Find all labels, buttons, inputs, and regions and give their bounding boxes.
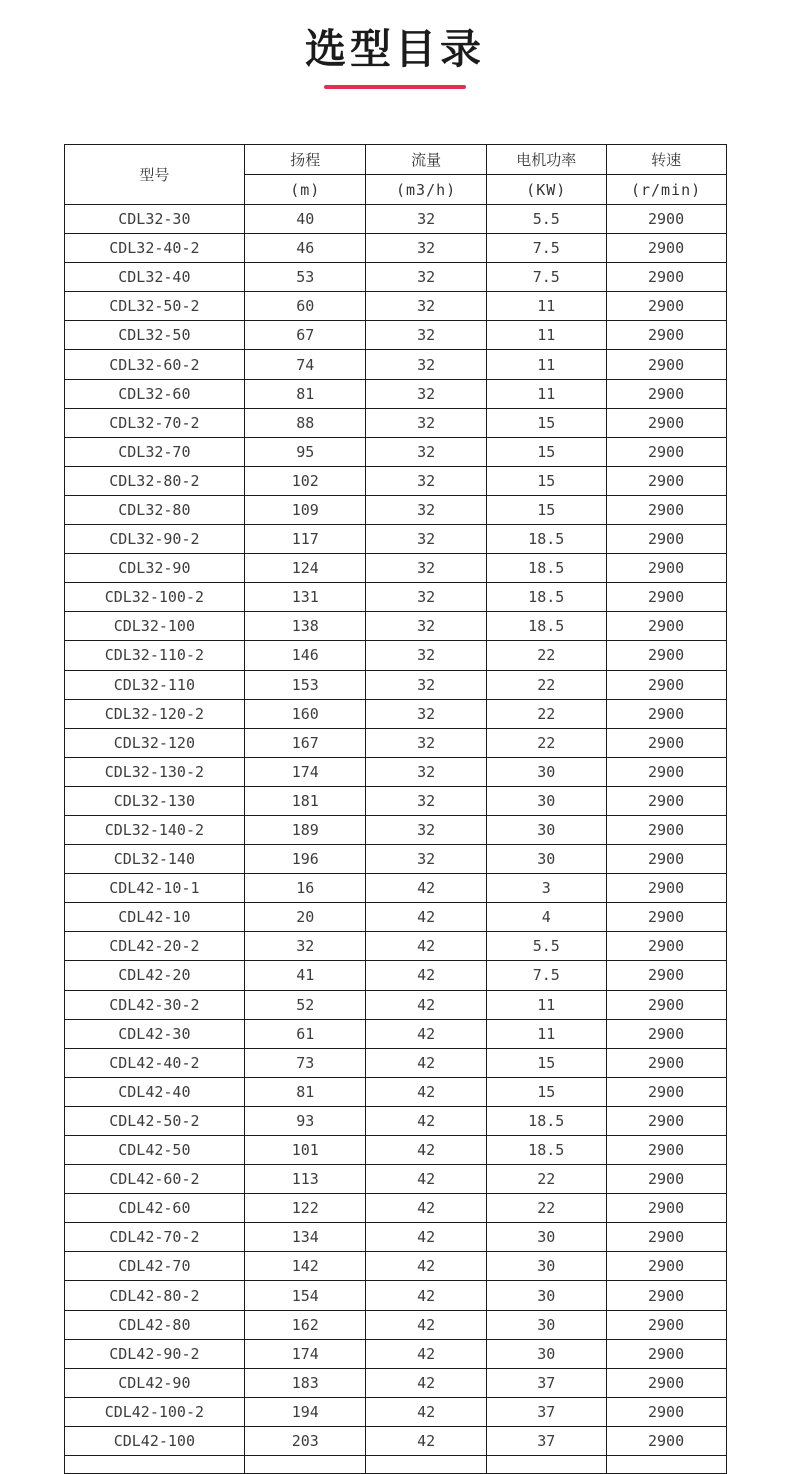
cell-power: 7.5 [486, 961, 606, 990]
cell-flow: 32 [366, 321, 486, 350]
cell-power: 15 [486, 495, 606, 524]
cell-model: CDL42-80-2 [64, 1281, 245, 1310]
cell-flow: 32 [366, 525, 486, 554]
cell-model: CDL32-120 [64, 728, 245, 757]
cell-power: 11 [486, 292, 606, 321]
cell-model: CDL32-80-2 [64, 466, 245, 495]
cell-head: 131 [245, 583, 366, 612]
column-header-speed: 转速 [606, 145, 726, 175]
table-row [64, 321, 726, 350]
cell-model: CDL42-70 [64, 1252, 245, 1281]
cell-model: CDL42-100-2 [64, 1397, 245, 1426]
table-row [64, 1223, 726, 1252]
cell-speed: 2900 [606, 554, 726, 583]
table-row [64, 1019, 726, 1048]
cell-head: 93 [245, 1106, 366, 1135]
cell-speed: 2900 [606, 670, 726, 699]
cell-speed: 2900 [606, 1310, 726, 1339]
cell-model: CDL32-60 [64, 379, 245, 408]
table-row [64, 1397, 726, 1426]
cell-speed: 2900 [606, 263, 726, 292]
cell-power: 7.5 [486, 263, 606, 292]
cell-speed: 2900 [606, 525, 726, 554]
cell-head: 113 [245, 1165, 366, 1194]
cell-speed: 2900 [606, 1048, 726, 1077]
table-row [64, 786, 726, 815]
cell-flow: 32 [366, 815, 486, 844]
cell-model: CDL42-90 [64, 1368, 245, 1397]
cell-speed: 2900 [606, 408, 726, 437]
cell-model: CDL32-90-2 [64, 525, 245, 554]
cell-flow: 42 [366, 1310, 486, 1339]
cell-power: 4 [486, 903, 606, 932]
cell-head: 134 [245, 1223, 366, 1252]
table-row [64, 234, 726, 263]
cell-speed: 2900 [606, 495, 726, 524]
cell-speed: 2900 [606, 379, 726, 408]
cell-flow: 32 [366, 670, 486, 699]
cell-head: 74 [245, 350, 366, 379]
cell-head: 117 [245, 525, 366, 554]
cell-power: 22 [486, 641, 606, 670]
cell-speed: 2900 [606, 932, 726, 961]
cell-power: 30 [486, 1339, 606, 1368]
cell-speed: 2900 [606, 205, 726, 234]
cell-flow: 42 [366, 1106, 486, 1135]
table-row [64, 961, 726, 990]
cell-flow: 32 [366, 408, 486, 437]
cell-flow: 32 [366, 757, 486, 786]
cell-head: 46 [245, 234, 366, 263]
cell-head: 67 [245, 321, 366, 350]
cell-head: 174 [245, 1339, 366, 1368]
cell-power: 11 [486, 1019, 606, 1048]
cell-power: 18.5 [486, 554, 606, 583]
cell-head: 153 [245, 670, 366, 699]
cell-power: 37 [486, 1368, 606, 1397]
cell-flow: 32 [366, 641, 486, 670]
table-row [64, 437, 726, 466]
cell-model: CDL32-40 [64, 263, 245, 292]
cell-flow: 32 [366, 583, 486, 612]
cell-head: 138 [245, 612, 366, 641]
cell-speed: 2900 [606, 612, 726, 641]
cell-speed: 2900 [606, 321, 726, 350]
cell-empty [606, 1456, 726, 1474]
cell-speed: 2900 [606, 292, 726, 321]
column-unit-speed: (r/min) [606, 175, 726, 205]
column-header-model: 型号 [64, 145, 245, 205]
cell-head: 167 [245, 728, 366, 757]
cell-speed: 2900 [606, 466, 726, 495]
cell-head: 52 [245, 990, 366, 1019]
cell-model: CDL32-40-2 [64, 234, 245, 263]
cell-model: CDL32-60-2 [64, 350, 245, 379]
cell-head: 41 [245, 961, 366, 990]
cell-model: CDL32-140-2 [64, 815, 245, 844]
cell-model: CDL42-70-2 [64, 1223, 245, 1252]
column-header-head: 扬程 [245, 145, 366, 175]
table-header [64, 145, 726, 205]
table-row [64, 525, 726, 554]
cell-power: 30 [486, 1281, 606, 1310]
table-row [64, 292, 726, 321]
cell-power: 15 [486, 408, 606, 437]
cell-power: 37 [486, 1397, 606, 1426]
cell-speed: 2900 [606, 1252, 726, 1281]
cell-flow: 32 [366, 495, 486, 524]
table-row [64, 205, 726, 234]
cell-flow: 32 [366, 699, 486, 728]
cell-empty [366, 1456, 486, 1474]
cell-head: 146 [245, 641, 366, 670]
cell-model: CDL42-30 [64, 1019, 245, 1048]
cell-speed: 2900 [606, 903, 726, 932]
cell-model: CDL32-80 [64, 495, 245, 524]
table-body [64, 205, 726, 1474]
cell-flow: 42 [366, 1165, 486, 1194]
cell-speed: 2900 [606, 874, 726, 903]
cell-speed: 2900 [606, 350, 726, 379]
cell-head: 203 [245, 1426, 366, 1455]
cell-speed: 2900 [606, 1426, 726, 1455]
cell-model: CDL32-110 [64, 670, 245, 699]
cell-model: CDL42-30-2 [64, 990, 245, 1019]
cell-model: CDL42-60-2 [64, 1165, 245, 1194]
table-row [64, 1165, 726, 1194]
cell-head: 60 [245, 292, 366, 321]
table-row [64, 903, 726, 932]
cell-head: 102 [245, 466, 366, 495]
cell-power: 30 [486, 786, 606, 815]
cell-speed: 2900 [606, 641, 726, 670]
cell-model: CDL32-50 [64, 321, 245, 350]
cell-power: 30 [486, 815, 606, 844]
table-row [64, 612, 726, 641]
cell-head: 142 [245, 1252, 366, 1281]
cell-power: 37 [486, 1426, 606, 1455]
cell-flow: 32 [366, 612, 486, 641]
table-row [64, 1310, 726, 1339]
cell-flow: 42 [366, 1281, 486, 1310]
cell-model: CDL32-70 [64, 437, 245, 466]
cell-flow: 42 [366, 1048, 486, 1077]
cell-power: 11 [486, 990, 606, 1019]
cell-head: 109 [245, 495, 366, 524]
cell-empty [245, 1456, 366, 1474]
table-row [64, 1368, 726, 1397]
cell-model: CDL32-130-2 [64, 757, 245, 786]
cell-power: 15 [486, 1077, 606, 1106]
cell-empty [486, 1456, 606, 1474]
cell-flow: 32 [366, 845, 486, 874]
cell-flow: 32 [366, 786, 486, 815]
cell-flow: 32 [366, 437, 486, 466]
cell-head: 20 [245, 903, 366, 932]
cell-power: 30 [486, 1252, 606, 1281]
table-row [64, 379, 726, 408]
cell-model: CDL32-110-2 [64, 641, 245, 670]
cell-power: 5.5 [486, 932, 606, 961]
cell-model: CDL32-70-2 [64, 408, 245, 437]
cell-flow: 42 [366, 1136, 486, 1165]
table-row [64, 263, 726, 292]
cell-flow: 42 [366, 1019, 486, 1048]
cell-power: 30 [486, 1310, 606, 1339]
cell-speed: 2900 [606, 961, 726, 990]
cell-flow: 32 [366, 379, 486, 408]
table-row [64, 845, 726, 874]
table-row [64, 699, 726, 728]
cell-head: 189 [245, 815, 366, 844]
cell-power: 15 [486, 466, 606, 495]
cell-power: 11 [486, 379, 606, 408]
cell-head: 181 [245, 786, 366, 815]
cell-speed: 2900 [606, 1223, 726, 1252]
cell-speed: 2900 [606, 1106, 726, 1135]
table-row [64, 1339, 726, 1368]
cell-power: 7.5 [486, 234, 606, 263]
cell-flow: 42 [366, 1339, 486, 1368]
table-row [64, 1426, 726, 1455]
cell-model: CDL32-90 [64, 554, 245, 583]
cell-speed: 2900 [606, 990, 726, 1019]
cell-flow: 42 [366, 1194, 486, 1223]
cell-head: 32 [245, 932, 366, 961]
cell-flow: 42 [366, 1223, 486, 1252]
cell-flow: 42 [366, 1077, 486, 1106]
cell-head: 88 [245, 408, 366, 437]
cell-head: 174 [245, 757, 366, 786]
cell-power: 22 [486, 670, 606, 699]
page-title: 选型目录 [305, 25, 485, 73]
cell-flow: 42 [366, 1252, 486, 1281]
cell-power: 18.5 [486, 1106, 606, 1135]
cell-speed: 2900 [606, 1165, 726, 1194]
cell-power: 22 [486, 1165, 606, 1194]
table-row [64, 1077, 726, 1106]
table-row [64, 583, 726, 612]
table-row [64, 1048, 726, 1077]
cell-flow: 42 [366, 1368, 486, 1397]
cell-speed: 2900 [606, 1397, 726, 1426]
cell-model: CDL42-20 [64, 961, 245, 990]
table-row [64, 757, 726, 786]
cell-model: CDL32-140 [64, 845, 245, 874]
cell-flow: 32 [366, 234, 486, 263]
cell-model: CDL42-80 [64, 1310, 245, 1339]
table-row [64, 1136, 726, 1165]
cell-head: 154 [245, 1281, 366, 1310]
cell-model: CDL32-30 [64, 205, 245, 234]
table-row [64, 1252, 726, 1281]
column-unit-head: (m) [245, 175, 366, 205]
cell-speed: 2900 [606, 815, 726, 844]
cell-flow: 32 [366, 263, 486, 292]
cell-flow: 42 [366, 874, 486, 903]
cell-model: CDL42-20-2 [64, 932, 245, 961]
cell-speed: 2900 [606, 583, 726, 612]
cell-model: CDL42-50 [64, 1136, 245, 1165]
cell-power: 30 [486, 1223, 606, 1252]
table-row [64, 495, 726, 524]
cell-power: 30 [486, 757, 606, 786]
cell-model: CDL42-60 [64, 1194, 245, 1223]
cell-flow: 32 [366, 205, 486, 234]
cell-power: 18.5 [486, 525, 606, 554]
column-header-flow: 流量 [366, 145, 486, 175]
table-row [64, 728, 726, 757]
column-unit-flow: (m3/h) [366, 175, 486, 205]
table-row [64, 874, 726, 903]
cell-head: 73 [245, 1048, 366, 1077]
table-row [64, 408, 726, 437]
cell-speed: 2900 [606, 1339, 726, 1368]
cell-power: 18.5 [486, 1136, 606, 1165]
cell-flow: 32 [366, 292, 486, 321]
cell-power: 3 [486, 874, 606, 903]
cell-speed: 2900 [606, 845, 726, 874]
table-row-clipped [64, 1456, 726, 1474]
pump-selection-table [64, 144, 727, 1474]
cell-flow: 42 [366, 990, 486, 1019]
cell-head: 40 [245, 205, 366, 234]
cell-power: 22 [486, 1194, 606, 1223]
cell-speed: 2900 [606, 728, 726, 757]
cell-head: 194 [245, 1397, 366, 1426]
table-row [64, 1194, 726, 1223]
cell-flow: 32 [366, 554, 486, 583]
cell-model: CDL32-50-2 [64, 292, 245, 321]
cell-speed: 2900 [606, 1136, 726, 1165]
cell-speed: 2900 [606, 1077, 726, 1106]
cell-model: CDL42-90-2 [64, 1339, 245, 1368]
cell-model: CDL42-40 [64, 1077, 245, 1106]
table-row [64, 641, 726, 670]
cell-head: 53 [245, 263, 366, 292]
cell-flow: 42 [366, 1426, 486, 1455]
table-row [64, 1106, 726, 1135]
cell-head: 95 [245, 437, 366, 466]
table-row [64, 554, 726, 583]
cell-power: 18.5 [486, 583, 606, 612]
cell-power: 11 [486, 321, 606, 350]
cell-flow: 42 [366, 961, 486, 990]
cell-flow: 32 [366, 466, 486, 495]
cell-head: 16 [245, 874, 366, 903]
cell-model: CDL42-100 [64, 1426, 245, 1455]
cell-flow: 42 [366, 903, 486, 932]
cell-power: 11 [486, 350, 606, 379]
title-underline [324, 85, 466, 89]
cell-head: 196 [245, 845, 366, 874]
cell-model: CDL42-10-1 [64, 874, 245, 903]
cell-flow: 42 [366, 1397, 486, 1426]
table-row [64, 350, 726, 379]
cell-power: 15 [486, 1048, 606, 1077]
column-unit-power: (KW) [486, 175, 606, 205]
cell-head: 124 [245, 554, 366, 583]
cell-head: 162 [245, 1310, 366, 1339]
table-row [64, 815, 726, 844]
cell-head: 61 [245, 1019, 366, 1048]
cell-head: 160 [245, 699, 366, 728]
cell-model: CDL32-130 [64, 786, 245, 815]
cell-head: 81 [245, 1077, 366, 1106]
cell-power: 30 [486, 845, 606, 874]
cell-head: 183 [245, 1368, 366, 1397]
cell-model: CDL32-100-2 [64, 583, 245, 612]
cell-model: CDL32-120-2 [64, 699, 245, 728]
cell-speed: 2900 [606, 1194, 726, 1223]
cell-power: 22 [486, 728, 606, 757]
cell-model: CDL42-40-2 [64, 1048, 245, 1077]
cell-model: CDL42-10 [64, 903, 245, 932]
cell-power: 18.5 [486, 612, 606, 641]
cell-speed: 2900 [606, 1368, 726, 1397]
cell-flow: 42 [366, 932, 486, 961]
cell-power: 22 [486, 699, 606, 728]
table-row [64, 670, 726, 699]
table-row [64, 990, 726, 1019]
cell-speed: 2900 [606, 1019, 726, 1048]
cell-speed: 2900 [606, 786, 726, 815]
cell-speed: 2900 [606, 234, 726, 263]
cell-model: CDL42-50-2 [64, 1106, 245, 1135]
cell-flow: 32 [366, 350, 486, 379]
table-row [64, 1281, 726, 1310]
cell-speed: 2900 [606, 699, 726, 728]
table-row [64, 932, 726, 961]
cell-flow: 32 [366, 728, 486, 757]
cell-speed: 2900 [606, 1281, 726, 1310]
header-row-labels [64, 145, 726, 175]
cell-speed: 2900 [606, 437, 726, 466]
cell-head: 122 [245, 1194, 366, 1223]
cell-head: 101 [245, 1136, 366, 1165]
table-row [64, 466, 726, 495]
cell-empty [64, 1456, 245, 1474]
cell-power: 15 [486, 437, 606, 466]
cell-power: 5.5 [486, 205, 606, 234]
cell-speed: 2900 [606, 757, 726, 786]
cell-head: 81 [245, 379, 366, 408]
cell-model: CDL32-100 [64, 612, 245, 641]
column-header-power: 电机功率 [486, 145, 606, 175]
